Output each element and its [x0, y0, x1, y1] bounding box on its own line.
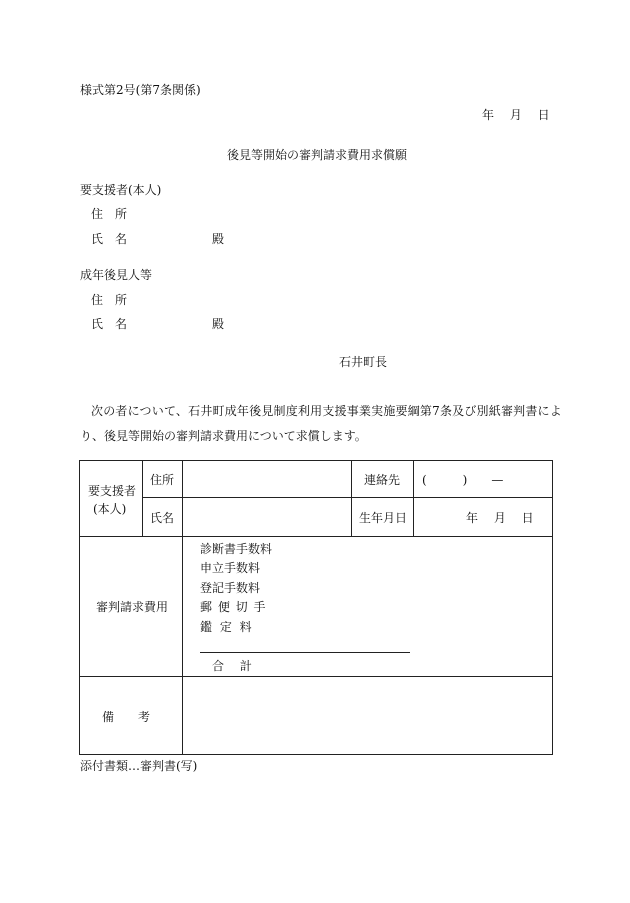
person-address-label: 住 所: [91, 207, 128, 221]
total-label: 合 計: [212, 659, 252, 673]
table-col-divider-3: [351, 460, 352, 537]
cost-item: 登記手数料: [200, 581, 261, 595]
cost-item: 鑑 定 料: [200, 620, 252, 634]
date-line: 年 月 日: [482, 108, 550, 122]
table-border-left: [79, 460, 80, 755]
cost-label: 審判請求費用: [96, 600, 169, 614]
table-name-label: 氏名: [150, 511, 175, 525]
cost-item: 申立手数料: [200, 561, 261, 575]
body-text-line-1: 次の者について、石井町成年後見制度利用支援事業実施要綱第7条及び別紙審判書によ: [91, 404, 562, 418]
remarks-label: 備 考: [102, 710, 151, 724]
person-name-label: 氏 名: [91, 232, 128, 246]
table-address-label: 住所: [150, 473, 175, 487]
attachment-note: 添付書類…審判書(写): [80, 759, 198, 773]
subject-label: 要支援者: [88, 484, 137, 498]
guardian-name-label: 氏 名: [91, 317, 128, 331]
page-title: 後見等開始の審判請求費用求償願: [227, 148, 408, 162]
birth-label: 生年月日: [359, 511, 408, 525]
contact-label: 連絡先: [364, 473, 401, 487]
cost-item: 診断書手数料: [200, 542, 273, 556]
table-row-divider-1: [142, 497, 553, 498]
cost-item: 郵 便 切 手: [200, 600, 266, 614]
person-heading: 要支援者(本人): [80, 183, 162, 197]
birth-value: 年 月 日: [466, 511, 534, 525]
table-col-divider-1: [142, 460, 143, 537]
table-col-divider-4: [413, 460, 414, 537]
issuer: 石井町長: [339, 355, 388, 369]
guardian-honorific: 殿: [212, 317, 225, 331]
table-row-divider-2: [79, 536, 553, 537]
guardian-address-label: 住 所: [91, 293, 128, 307]
table-border-top: [79, 460, 553, 461]
guardian-heading: 成年後見人等: [80, 268, 153, 282]
form-number: 様式第2号(第7条関係): [80, 83, 201, 97]
table-col-divider-2: [182, 460, 183, 755]
table-row-divider-3: [79, 676, 553, 677]
contact-value: ( ) —: [422, 473, 504, 487]
table-border-right: [552, 460, 553, 755]
subject-label-sub: (本人): [93, 502, 127, 516]
body-text-line-2: り、後見等開始の審判請求費用について求償します。: [80, 429, 367, 443]
person-honorific: 殿: [212, 232, 225, 246]
table-border-bottom: [79, 754, 553, 755]
total-underline: [200, 652, 410, 653]
